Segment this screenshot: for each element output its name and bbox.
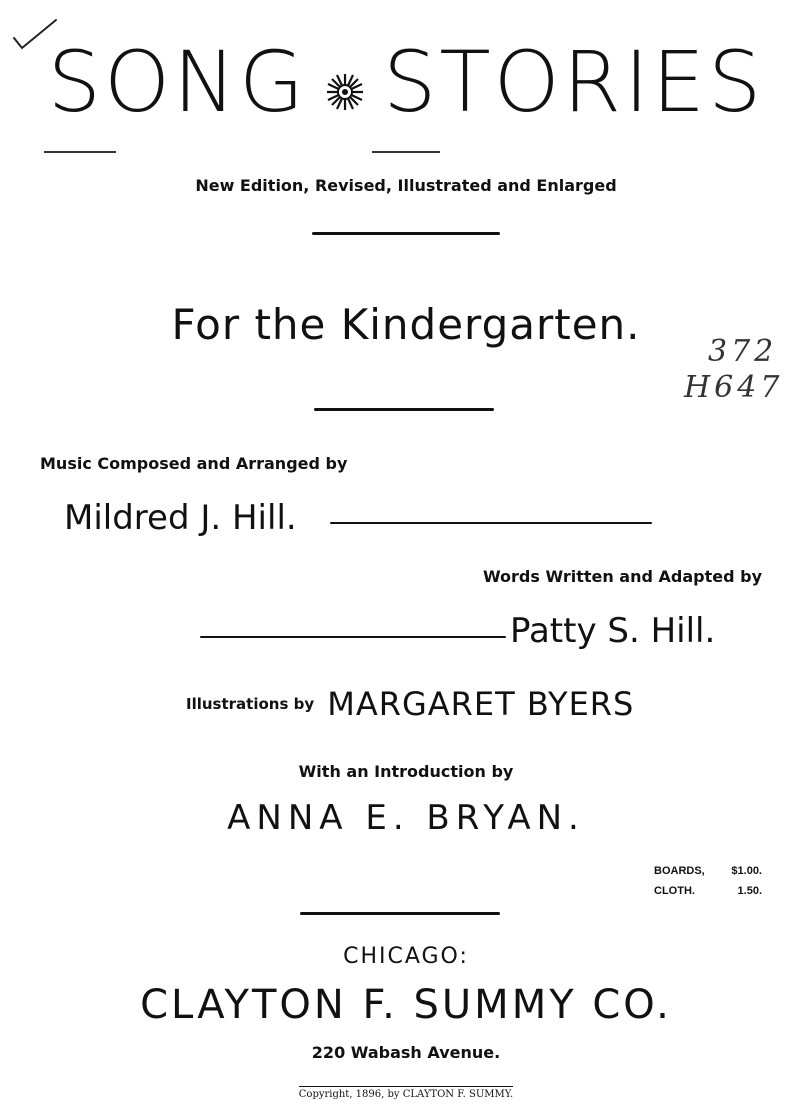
divider-rule-1 bbox=[312, 232, 500, 235]
book-title bbox=[0, 33, 812, 135]
price-value: 1.50. bbox=[737, 885, 762, 897]
price-row bbox=[654, 861, 762, 881]
title-underline-left bbox=[44, 151, 116, 153]
illustrator-name: MARGARET BYERS bbox=[327, 685, 635, 723]
author-name: Patty S. Hill. bbox=[510, 611, 716, 651]
publisher-city: CHICAGO: bbox=[343, 944, 469, 969]
title-underline-right bbox=[372, 151, 440, 153]
publisher-address: 220 Wabash Avenue. bbox=[311, 1043, 501, 1062]
price-row bbox=[654, 881, 762, 901]
author-dash-rule bbox=[200, 636, 506, 638]
title-word-stories: STORIES bbox=[383, 33, 765, 131]
title-word-song: SONG bbox=[47, 33, 308, 131]
price-value: $1.00. bbox=[731, 865, 762, 877]
price-label: BOARDS, bbox=[654, 865, 705, 877]
divider-rule-3 bbox=[300, 912, 500, 915]
star-ornament-icon bbox=[325, 41, 365, 125]
composer-name: Mildred J. Hill. bbox=[64, 498, 297, 538]
illustrations-credit bbox=[186, 685, 634, 723]
call-number-line-1: 372 bbox=[708, 334, 778, 369]
introduction-author: ANNA E. BRYAN. bbox=[227, 798, 585, 838]
copyright-notice bbox=[0, 1086, 812, 1100]
illustrations-label: Illustrations by bbox=[186, 695, 315, 713]
introduction-label: With an Introduction by bbox=[298, 762, 514, 781]
subtitle: For the Kindergarten. bbox=[171, 300, 641, 349]
music-credit-label: Music Composed and Arranged by bbox=[40, 454, 348, 473]
composer-dash-rule bbox=[330, 522, 652, 524]
price-label: CLOTH. bbox=[654, 885, 695, 897]
price-list bbox=[654, 861, 762, 901]
edition-line: New Edition, Revised, Illustrated and Enlarged bbox=[195, 176, 617, 195]
publisher-name: CLAYTON F. SUMMY CO. bbox=[140, 982, 672, 1028]
divider-rule-2 bbox=[314, 408, 494, 411]
call-number-line-2: H647 bbox=[684, 370, 784, 405]
copyright-text: Copyright, 1896, by CLAYTON F. SUMMY. bbox=[299, 1086, 513, 1100]
words-credit-label: Words Written and Adapted by bbox=[482, 567, 762, 586]
